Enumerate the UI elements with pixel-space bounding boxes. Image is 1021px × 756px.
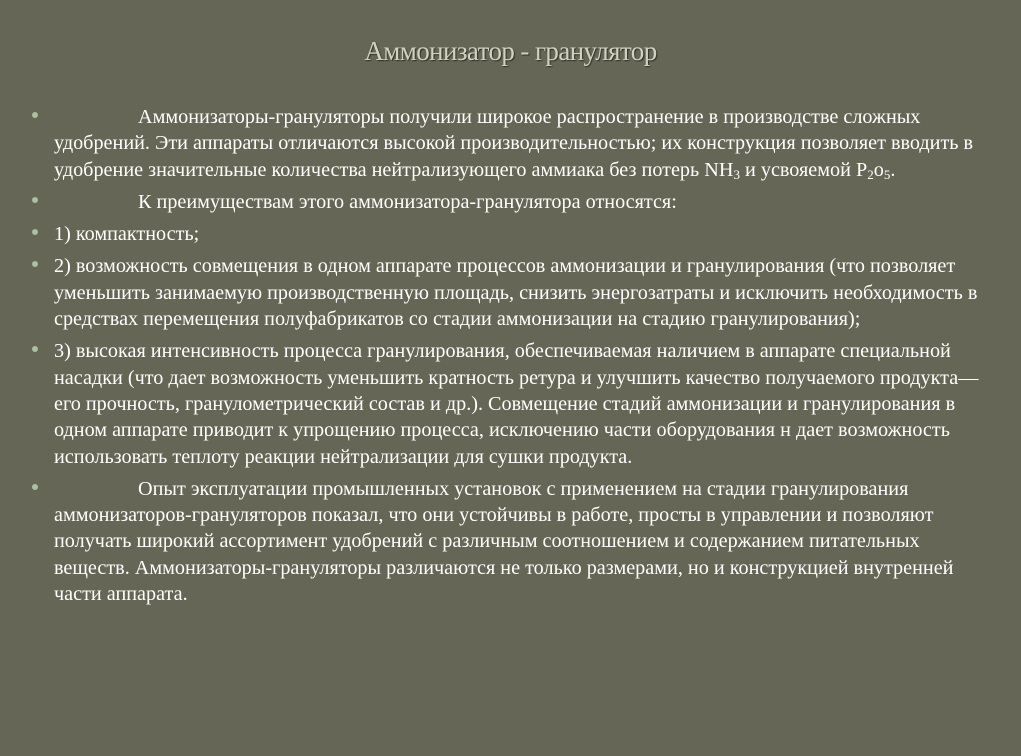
bullet-dot-icon (32, 346, 38, 352)
bullet-dot-icon (32, 229, 38, 235)
slide-title: Аммонизатор - гранулятор (364, 36, 657, 66)
bullet-item-advantages: К преимуществам этого аммонизатора-гранулятора относятся: (30, 189, 990, 215)
bullet-item-experience: Опыт эксплуатации промышленных установок с применением на стадии гранулирования аммонизаторов-грануляторов показал, что они устойчивы в работе, просты в управлении и позволяют получать широкий ассортимент удобрений с различным соотношением и содержанием питательных веществ. Аммонизаторы-грануляторы различаются не только размерами, но и конструкцией внутренней части аппарата. (30, 476, 990, 607)
bullet-dot-icon (32, 484, 38, 490)
slide-body (30, 104, 990, 613)
bullet-dot-icon (32, 261, 38, 267)
bullet-item-intro: Аммонизаторы-грануляторы получили широкое распространение в производстве сложных удобрений. Эти аппараты отличаются высокой производительностью; их конструкция позволяет вводить в удобрение значительные количества нейтрализующего аммиака без потерь $NH_3$ и усвояемой $P_2o_5$. (30, 104, 990, 183)
bullet-item-intensity: 3) высокая интенсивность процесса гранулирования, обеспечиваемая наличием в аппарате специальной насадки (что дает возможность уменьшить кратность ретура и улучшить качество получаемого продукта— его прочность, гранулометрический состав и др.). Совмещение стадий аммонизации и гранулирования в одном аппарате приводит к упрощению процесса, исключению части оборудования н дает возможность использовать теплоту реакции нейтрализации для сушки продукта. (30, 338, 990, 469)
bullet-item-compactness: 1) компактность; (30, 221, 990, 247)
bullet-item-combining: 2) возможность совмещения в одном аппарате процессов аммонизации и гранулирования (что позволяет уменьшить занимаемую производственную площадь, снизить энергозатраты и исключить необходимость в средствах перемещения полуфабрикатов со стадии аммонизации на стадию гранулирования); (30, 253, 990, 332)
bullet-dot-icon (32, 112, 38, 118)
bullet-dot-icon (32, 197, 38, 203)
